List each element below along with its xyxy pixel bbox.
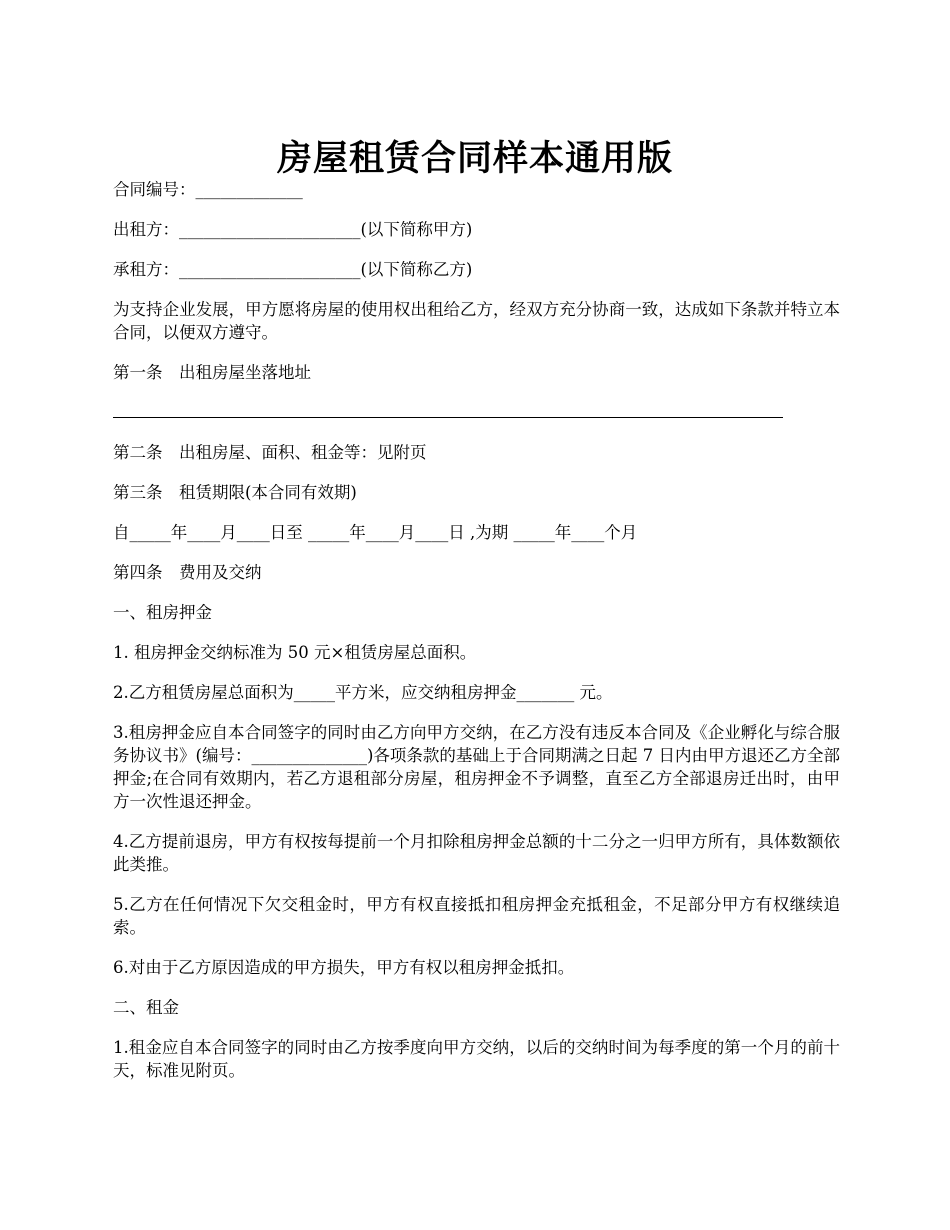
address-blank-line [113, 395, 783, 418]
deposit-clause-6: 6.对由于乙方原因造成的甲方损失，甲方有权以租房押金抵扣。 [113, 958, 575, 977]
article-1-heading: 第一条 出租房屋坐落地址 [113, 363, 311, 382]
contract-number-line: 合同编号：_____________ [113, 180, 303, 199]
rent-clause-1: 1.租金应自本合同签字的同时由乙方按季度向甲方交纳，以后的交纳时间为每季度的第一个月的前十天，标准见附页。 [113, 1038, 840, 1080]
deposit-section-heading: 一、租房押金 [113, 603, 212, 622]
preamble-paragraph: 为支持企业发展，甲方愿将房屋的使用权出租给乙方，经双方充分协商一致，达成如下条款并特立本合同，以便双方遵守。 [113, 300, 840, 342]
deposit-clause-1: 1. 租房押金交纳标准为 50 元×租赁房屋总面积。 [113, 643, 477, 662]
deposit-clause-5: 5.乙方在任何情况下欠交租金时，甲方有权直接抵扣租房押金充抵租金，不足部分甲方有权继续追索。 [113, 895, 840, 937]
article-3-heading: 第三条 租赁期限(本合同有效期) [113, 483, 357, 502]
deposit-clause-4: 4.乙方提前退房，甲方有权按每提前一个月扣除租房押金总额的十二分之一归甲方所有，具体数额依此类推。 [113, 832, 840, 874]
article-2-heading: 第二条 出租房屋、面积、租金等：见附页 [113, 443, 427, 462]
document-title: 房屋租赁合同样本通用版 [276, 138, 673, 180]
document-body [113, 178, 840, 1099]
lessor-line: 出租方：______________________(以下简称甲方) [113, 220, 473, 239]
lessee-line: 承租方：______________________(以下简称乙方) [113, 260, 473, 279]
lease-term-line: 自_____年____月____日至 _____年____月____日 ,为期 _____年____个月 [113, 523, 638, 542]
rent-section-heading: 二、租金 [113, 998, 179, 1017]
article-4-heading: 第四条 费用及交纳 [113, 563, 262, 582]
deposit-clause-2: 2.乙方租赁房屋总面积为_____平方米，应交纳租房押金_______ 元。 [113, 683, 613, 702]
deposit-clause-3: 3.租房押金应自本合同签字的同时由乙方向甲方交纳，在乙方没有违反本合同及《企业孵化与综合服务协议书》(编号：______________)各项条款的基础上于合同期满之日起 7 日内由甲方退还乙方全部押金;在合同有效期内，若乙方退租部分房屋，租房押金不予调整，直至乙方全部退房迁出时，由甲方一次性退还押金。 [113, 723, 840, 811]
